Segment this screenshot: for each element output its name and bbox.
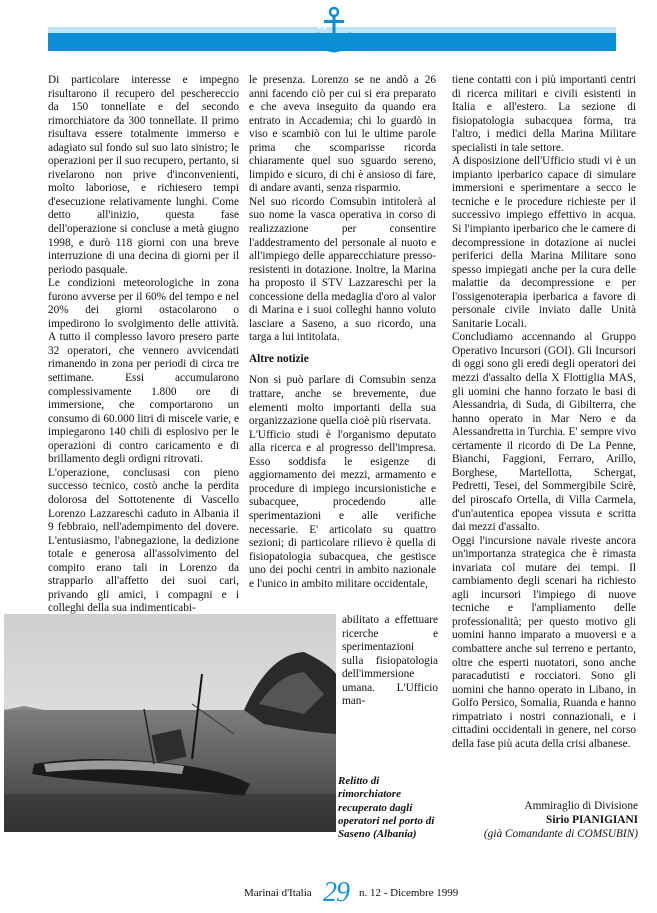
shipwreck-photo xyxy=(4,614,336,832)
author-rank: Ammiraglio di Divisione xyxy=(524,800,638,812)
article-column-3 xyxy=(452,74,636,751)
paragraph: A disposizione dell'Ufficio studi vi è un impianto iperbarico capace di simulare immersioni e sperimentare a secco le tecniche e le procedure richieste per il successivo impiego effettivo in acqua. Si l'impianto iperbarico che le camere di decompressione in dotazione ai nuclei periferici della Marina Militare sono spesso impiegati anche per la cura delle malattie da decompressione e per l'ossigenoterapia iperbarica a favore di personale civile inviato dalle Unità Sanitarie Locali. xyxy=(452,155,636,330)
paragraph: Nel suo ricordo Comsubin intitolerà al suo nome la vasca operativa in corso di realizzazione per consentire l'addestramento del personale al nuoto e all'impiego delle apparecchiature presso-resistenti in dotazione. Inoltre, la Marina ha proposto il STV Lazzareschi per la concessione della medaglia d'oro al valor di Marina e i suoi colleghi hanno voluto lasciare a Saseno, a suo ricordo, una targa a lui intitolata. xyxy=(249,195,436,344)
author-role: (già Comandante di COMSUBIN) xyxy=(483,827,638,840)
paragraph: Di particolare interesse e impegno risultarono il recupero del peschereccio da 150 tonnellate e del secondo rimorchiatore da 300 tonnellate. Il primo risultava essere totalmente immerso e adagiato sul fondo sul suo lato sinistro; le operazioni per il suo recupero, pertanto, si rivelarono non prive d'inconvenienti, molto laboriose, e richiesero tempi d'esecuzione relativamente lunghi. Come detto all'inizio, questa fase dell'operazione si concluse a metà giugno 1998, e durò 118 giorni con una breve interruzione di una decina di giorni per il periodo pasquale. xyxy=(48,74,239,276)
issue-info: n. 12 - Dicembre 1999 xyxy=(359,887,459,899)
photo-caption: Relitto di rimorchiatore recuperato dagli operatori nel porto di Saseno (Albania) xyxy=(338,775,435,841)
paragraph: Non si può parlare di Comsubin senza trattare, anche se brevemente, due elementi molto importanti della sua organizzazione quella cioè più riservata. xyxy=(249,374,436,428)
paragraph: tiene contatti con i più importanti centri di ricerca militari e civili esistenti in Italia e all'estero. La sezione di fisiopatologia subacquea forma, tra l'altro, i medici della Marina Militare specialisti in tale settore. xyxy=(452,74,636,154)
page-number: 29 xyxy=(323,877,349,908)
magazine-name: Marinai d'Italia xyxy=(244,887,312,899)
paragraph: Le condizioni meteorologiche in zona furono avverse per il 60% del tempo e nel 20% dei giorni ostacolarono o impedirono lo svolgimento delle attività. A tutto il complesso lavoro presero parte 32 operatori, che vennero avvicendati rimanendo in zona per periodi di circa tre settimane. Essi accumularono complessivamente 1.800 ore di immersione, che comportarono un consumo di 60.000 litri di miscele varie, e impiegarono 140 chili di esplosivo per le operazioni di contro caricamento e di brillamento degli ordigni ritrovati. xyxy=(48,277,239,466)
paragraph: Concludiamo accennando al Gruppo Operativo Incursori (GOI). Gli Incursori di oggi sono gli eredi degli operatori dei mezzi d'assalto della X Flottiglia MAS, gli uomini che hanno forzato le basi di Alessandria, di Suda, di Gibilterra, che hanno operato in Mar Nero e da Alessandretta in Turchia. E' sempre vivo certamente il ricordo di De La Penne, Bianchi, Faggioni, Ferraro, Arillo, Borghese, Martellotta, Schergat, Pedretti, Tesei, del Sommergibile Scirè, del piroscafo Ortella, di Villa Carmela, d'un'autentica epopea vissuta e scritta dai mezzi d'assalto. xyxy=(452,331,636,534)
paragraph: L'operazione, conclusasi con pieno successo tecnico, costò anche la perdita dolorosa del Sottotenente di Vascello Lorenzo Lazzareschi caduto in Albania il 9 febbraio, nell'adempimento del dovere. L'entusiasmo, l'abnegazione, la dedizione totale e generosa all'assolvimento del compito erano tali in Lorenzo da strapparlo all'affetto dei suoi cari, privando gli amici, i compagni e i colleghi della sua indimenticabi- xyxy=(48,466,239,615)
author-signature xyxy=(452,800,638,841)
article-column-2 xyxy=(249,74,436,591)
narrow-text-block: abilitato a effettuare ricerche e sperimentazioni sulla fisiopatologia dell'immersione umana. L'Ufficio man- xyxy=(342,614,438,708)
page-footer xyxy=(0,877,657,907)
article-column-1 xyxy=(48,74,239,616)
paragraph: Oggi l'incursione navale riveste ancora un'importanza strategica che è rimasta invariata col mutare dei tempi. Il cambiamento degli scenari ha richiesto agli incursori l'impiego di nuove tecniche e l'ampliamento delle professionalità; per questo motivo gli uomini hanno imparato a muoversi e a combattere anche sul terreno e pertanto, oltre che esperti nuotatori, sono anche paracadutisti e rocciatori. Sono gli uomini che hanno operato in Libano, in Golfo Persico, Somalia, Ruanda e hanno rimpatriato i nostri connazionali, e i cittadini occidentali in genere, nel corso della fase più acuta della crisi albanese. xyxy=(452,534,636,750)
anchor-icon xyxy=(312,4,356,56)
paragraph: le presenza. Lorenzo se ne andò a 26 anni facendo ciò per cui si era preparato e che aveva inseguito da quando era entrato in Accademia; chi lo guardò in viso e scambiò con lui le ultime parole prima che scomparisse ricorda chiaramente quel suo sguardo sereno, limpido e sicuro, di chi è ansioso di fare, di andare avanti, senza risparmio. xyxy=(249,74,436,195)
author-name: Sirio PIANIGIANI xyxy=(546,813,638,826)
section-heading: Altre notizie xyxy=(249,352,309,365)
paragraph: L'Ufficio studi è l'organismo deputato alla ricerca e al progresso dell'impresa. Esso soddisfa le esigenze di aggiornamento dei mezzi, armamento e procedure di impiego incursionistiche e subacquee, procedendo alle sperimentazioni e alle verifiche necessarie. E' articolato su quattro sezioni; di particolare rilievo è quella di fisiopatologia subacquea, che gestisce uno dei pochi centri in ambito nazionale e l'unico in ambito militare occidentale, xyxy=(249,428,436,590)
